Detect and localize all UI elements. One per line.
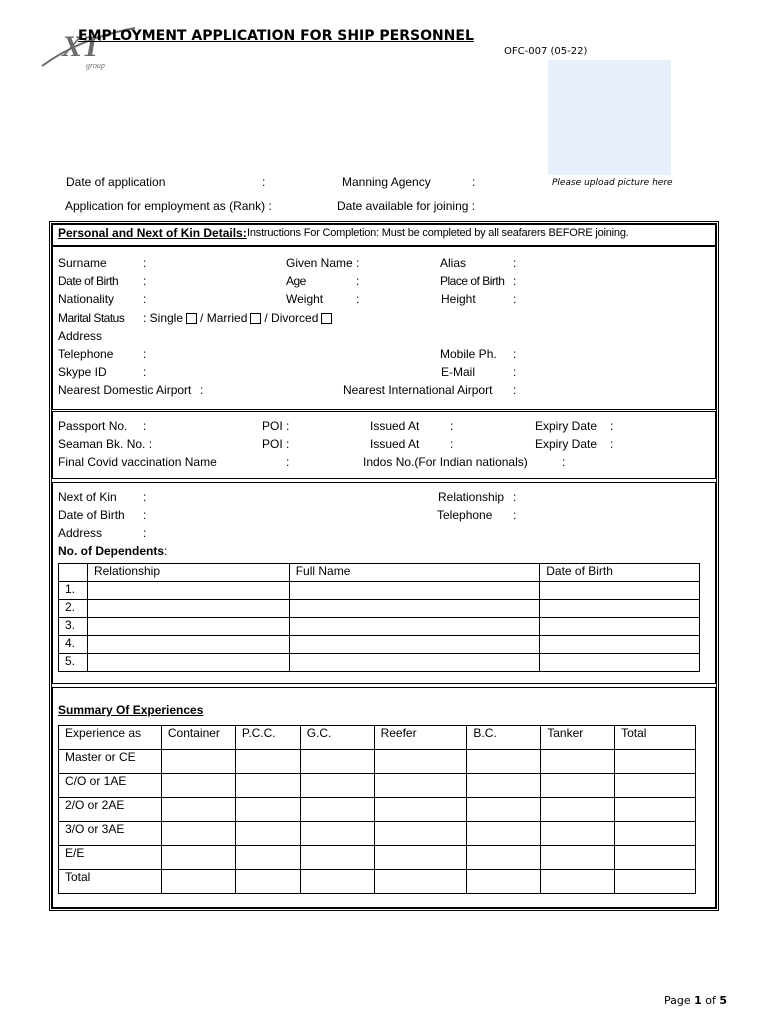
table-cell[interactable] <box>467 774 541 798</box>
colon: : <box>513 490 517 504</box>
colon: : <box>356 274 360 288</box>
passport-label: Passport No. <box>58 419 128 433</box>
colon: : <box>286 455 290 469</box>
seaman-book-label: Seaman Bk. No. : <box>58 437 153 451</box>
row-number: 5. <box>59 654 88 672</box>
dependents-label: No. of Dependents <box>58 544 165 558</box>
table-row <box>59 618 700 636</box>
table-cell[interactable] <box>467 750 541 774</box>
expiry-label: Expiry Date <box>535 419 598 433</box>
table-cell[interactable] <box>300 846 374 870</box>
table-cell[interactable] <box>540 600 700 618</box>
table-cell[interactable] <box>289 600 540 618</box>
form-code: OFC-007 (05-22) <box>504 46 588 57</box>
logo-text: XT <box>62 30 101 63</box>
logo-subtext: group <box>86 61 105 70</box>
table-row <box>59 654 700 672</box>
table-cell[interactable] <box>289 654 540 672</box>
rank-label: Application for employment as (Rank) : <box>65 199 272 213</box>
colon: : <box>513 365 517 379</box>
instructions-text: Instructions For Completion: Must be completed by all seafarers BEFORE joining. <box>247 227 629 239</box>
telephone-label: Telephone <box>58 347 114 361</box>
header-total: Total <box>615 726 696 750</box>
colon: : <box>143 419 147 433</box>
given-name-label: Given Name : <box>286 256 360 270</box>
covid-label: Final Covid vaccination Name <box>58 455 217 469</box>
table-row <box>59 846 696 870</box>
row-label: 2/O or 2AE <box>59 798 162 822</box>
table-cell[interactable] <box>467 846 541 870</box>
header-pcc: P.C.C. <box>235 726 300 750</box>
row-label: Master or CE <box>59 750 162 774</box>
height-label: Height <box>441 292 476 306</box>
manning-agency-label: Manning Agency <box>342 175 431 189</box>
table-cell[interactable] <box>374 822 467 846</box>
email-label: E-Mail <box>441 365 476 379</box>
indos-label: Indos No.(For Indian nationals) <box>363 455 528 469</box>
table-cell[interactable] <box>540 618 700 636</box>
table-header-row <box>59 726 696 750</box>
table-cell[interactable] <box>161 870 235 894</box>
table-cell[interactable] <box>615 870 696 894</box>
colon: : <box>513 292 517 306</box>
header-full-name: Full Name <box>289 564 540 582</box>
table-cell[interactable] <box>289 636 540 654</box>
table-cell[interactable] <box>615 822 696 846</box>
table-cell[interactable] <box>87 618 289 636</box>
colon: : <box>610 437 614 451</box>
header-reefer: Reefer <box>374 726 467 750</box>
row-label: 3/O or 3AE <box>59 822 162 846</box>
experience-table <box>58 725 696 894</box>
table-cell[interactable] <box>235 822 300 846</box>
table-cell[interactable] <box>289 582 540 600</box>
weight-label: Weight <box>286 292 324 306</box>
table-cell[interactable] <box>87 654 289 672</box>
colon: : <box>143 274 147 288</box>
table-cell[interactable] <box>289 618 540 636</box>
nationality-label: Nationality <box>58 292 115 306</box>
issued-at-label: Issued At <box>370 419 420 433</box>
colon: : <box>143 365 147 379</box>
table-row <box>59 582 700 600</box>
next-of-kin-label: Next of Kin <box>58 490 117 504</box>
header-experience-as: Experience as <box>59 726 162 750</box>
dependents-heading <box>58 544 167 558</box>
colon: : <box>200 383 204 397</box>
table-cell[interactable] <box>467 822 541 846</box>
table-cell[interactable] <box>87 582 289 600</box>
table-cell[interactable] <box>235 774 300 798</box>
row-number: 2. <box>59 600 88 618</box>
table-cell[interactable] <box>235 798 300 822</box>
colon: : <box>143 347 147 361</box>
colon: : <box>356 292 360 306</box>
alias-label: Alias <box>440 256 467 270</box>
divorced-label: / Divorced <box>264 311 319 325</box>
table-cell[interactable] <box>615 750 696 774</box>
poi-label: POI : <box>262 419 290 433</box>
table-cell[interactable] <box>374 798 467 822</box>
marital-status-label: Marital Status <box>58 311 125 325</box>
table-row <box>59 870 696 894</box>
table-row <box>59 750 696 774</box>
table-cell[interactable] <box>467 798 541 822</box>
poi-label: POI : <box>262 437 290 451</box>
photo-hint: Please upload picture here <box>552 178 673 188</box>
table-cell[interactable] <box>541 822 615 846</box>
table-cell <box>59 564 88 582</box>
dob-label: Date of Birth <box>58 274 119 288</box>
table-cell[interactable] <box>541 870 615 894</box>
table-cell[interactable] <box>615 846 696 870</box>
page-word: Page <box>664 994 691 1007</box>
table-cell[interactable] <box>541 798 615 822</box>
table-cell[interactable] <box>540 636 700 654</box>
relationship-label: Relationship <box>438 490 505 504</box>
date-of-application-label: Date of application <box>66 175 166 189</box>
divorced-checkbox[interactable] <box>321 313 332 324</box>
table-cell[interactable] <box>161 750 235 774</box>
table-cell[interactable] <box>540 654 700 672</box>
colon: : <box>262 175 266 189</box>
page-total: 5 <box>719 994 728 1007</box>
colon: : <box>610 419 614 433</box>
row-number: 1. <box>59 582 88 600</box>
colon: : <box>472 175 476 189</box>
nok-dob-label: Date of Birth <box>58 508 125 522</box>
table-row <box>59 636 700 654</box>
colon: : <box>513 508 517 522</box>
row-label: E/E <box>59 846 162 870</box>
header-tanker: Tanker <box>541 726 615 750</box>
colon: : <box>143 490 147 504</box>
colon: : <box>143 292 147 306</box>
table-row <box>59 600 700 618</box>
row-number: 3. <box>59 618 88 636</box>
dependents-table <box>58 563 700 672</box>
skype-label: Skype ID <box>58 365 107 379</box>
issued-at-label: Issued At <box>370 437 420 451</box>
colon: : <box>143 526 147 540</box>
page-indicator <box>664 994 727 1007</box>
single-checkbox[interactable] <box>186 313 197 324</box>
table-row <box>59 798 696 822</box>
table-cell[interactable] <box>161 822 235 846</box>
table-row <box>59 774 696 798</box>
single-label: : Single <box>143 311 184 325</box>
age-label: Age <box>286 274 306 288</box>
experience-heading: Summary Of Experiences <box>58 703 204 717</box>
table-cell[interactable] <box>374 750 467 774</box>
header-container: Container <box>161 726 235 750</box>
table-cell[interactable] <box>467 870 541 894</box>
intl-airport-label: Nearest International Airport <box>343 383 493 397</box>
colon: : <box>143 508 147 522</box>
colon: : <box>450 419 454 433</box>
mobile-label: Mobile Ph. <box>440 347 497 361</box>
table-cell[interactable] <box>87 636 289 654</box>
table-cell[interactable] <box>374 870 467 894</box>
table-cell[interactable] <box>87 600 289 618</box>
table-cell[interactable] <box>300 798 374 822</box>
address-label: Address <box>58 329 103 343</box>
colon: : <box>143 256 147 270</box>
colon: : <box>513 256 517 270</box>
table-row <box>59 822 696 846</box>
table-cell[interactable] <box>541 774 615 798</box>
photo-upload-area[interactable] <box>548 60 671 175</box>
nok-address-label: Address <box>58 526 103 540</box>
row-label: Total <box>59 870 162 894</box>
marital-options <box>143 311 335 325</box>
table-cell[interactable] <box>161 798 235 822</box>
colon: : <box>562 455 566 469</box>
place-of-birth-label: Place of Birth <box>440 274 505 288</box>
form-title: EMPLOYMENT APPLICATION FOR SHIP PERSONNEL <box>78 28 474 44</box>
colon: : <box>513 274 517 288</box>
of-word: of <box>705 994 716 1007</box>
table-cell[interactable] <box>161 774 235 798</box>
page-number: 1 <box>694 994 702 1007</box>
surname-label: Surname <box>58 256 107 270</box>
row-number: 4. <box>59 636 88 654</box>
table-cell[interactable] <box>540 582 700 600</box>
table-cell[interactable] <box>300 870 374 894</box>
table-cell[interactable] <box>235 846 300 870</box>
nok-telephone-label: Telephone <box>437 508 493 522</box>
row-label: C/O or 1AE <box>59 774 162 798</box>
table-header-row <box>59 564 700 582</box>
table-cell[interactable] <box>235 870 300 894</box>
table-cell[interactable] <box>615 798 696 822</box>
table-cell[interactable] <box>374 774 467 798</box>
colon: : <box>450 437 454 451</box>
married-checkbox[interactable] <box>250 313 261 324</box>
domestic-airport-label: Nearest Domestic Airport <box>58 383 192 397</box>
personal-heading: Personal and Next of Kin Details: <box>58 226 247 240</box>
header-relationship: Relationship <box>87 564 289 582</box>
table-cell[interactable] <box>541 846 615 870</box>
table-cell[interactable] <box>235 750 300 774</box>
colon: : <box>164 544 168 558</box>
expiry-label: Expiry Date <box>535 437 598 451</box>
date-available-label: Date available for joining : <box>337 199 476 213</box>
colon: : <box>513 347 517 361</box>
table-cell[interactable] <box>161 846 235 870</box>
header-dob: Date of Birth <box>540 564 700 582</box>
table-cell[interactable] <box>541 750 615 774</box>
table-cell[interactable] <box>374 846 467 870</box>
colon: : <box>513 383 517 397</box>
header-gc: G.C. <box>300 726 374 750</box>
table-cell[interactable] <box>615 774 696 798</box>
married-label: / Married <box>200 311 248 325</box>
header-bc: B.C. <box>467 726 541 750</box>
table-cell[interactable] <box>300 750 374 774</box>
table-cell[interactable] <box>300 822 374 846</box>
table-cell[interactable] <box>300 774 374 798</box>
